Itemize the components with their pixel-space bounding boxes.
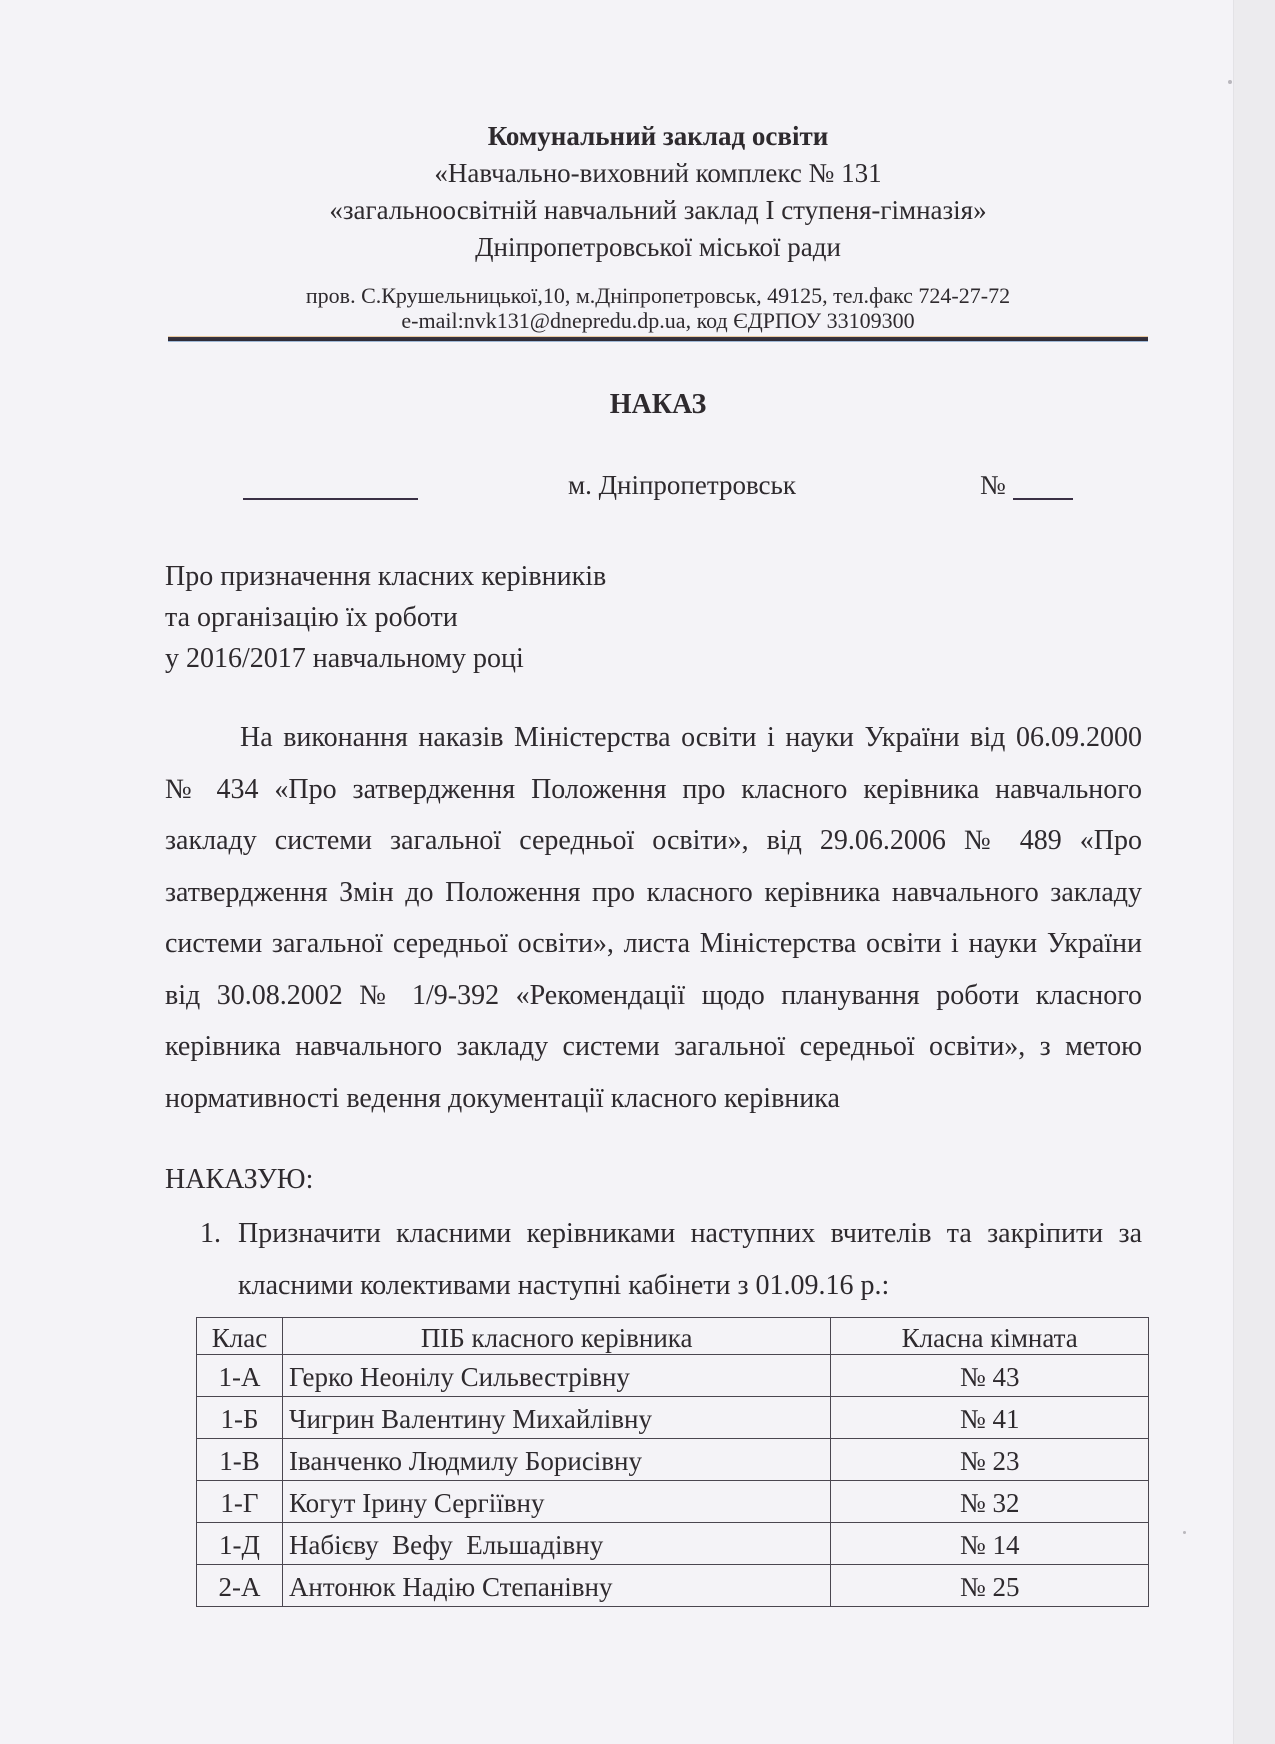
order-title: НАКАЗ: [609, 389, 707, 420]
cell-name: Чигрин Валентину Михайлівну: [282, 1397, 830, 1439]
letterhead: [168, 118, 1148, 266]
cell-room: № 41: [831, 1397, 1149, 1439]
number-blank-line: [1013, 498, 1073, 500]
subject-line: Про призначення класних керівників: [165, 561, 607, 592]
cell-name: Когут Ірину Сергіївну: [282, 1481, 830, 1523]
subject-line: у 2016/2017 навчальному році: [165, 643, 524, 674]
cell-room: № 25: [831, 1565, 1149, 1607]
table-row: [197, 1355, 1149, 1397]
order-directive: НАКАЗУЮ:: [165, 1164, 314, 1195]
cell-class: 1-В: [197, 1439, 283, 1481]
city-council: Дніпропетровської міської ради: [475, 232, 841, 262]
table-header-row: [197, 1318, 1149, 1355]
order-item-text: Призначити класними керівниками наступних вчителів та закріпити за класними колективами наступні кабінети з 01.09.16 р.:: [238, 1218, 1142, 1301]
preamble-paragraph: На виконання наказів Міністерства освіти і науки України від 06.09.2000 № 434 «Про затвердження Положення про класного керівника навчального закладу системи загальної середньої освіти», від 29.06.2006 № 489 «Про затвердження Змін до Положення про класного керівника навчального закладу системи загальної середньої освіти», листа Міністерства освіти і науки України від 30.08.2002 № 1/9-392 «Рекомендації щодо планування роботи класного керівника навчального закладу системи загальної середньої освіти», з метою нормативності ведення документації класного керівника: [165, 722, 1142, 1114]
order-subject: [165, 556, 606, 679]
table-row: [197, 1523, 1149, 1565]
contacts: [168, 283, 1148, 333]
cell-name: Антонюк Надію Степанівну: [282, 1565, 830, 1607]
cell-room: № 23: [831, 1439, 1149, 1481]
cell-room: № 32: [831, 1481, 1149, 1523]
header-class: Клас: [197, 1318, 283, 1355]
cell-room: № 43: [831, 1355, 1149, 1397]
institution-subtitle: «загальноосвітній навчальний заклад І ступеня-гімназія»: [329, 195, 987, 225]
table-row: [197, 1481, 1149, 1523]
date-blank-line: [243, 498, 418, 500]
subject-line: та організацію їх роботи: [165, 602, 458, 633]
cell-name: Іванченко Людмилу Борисівну: [282, 1439, 830, 1481]
cell-name: Герко Неонілу Сильвестрівну: [282, 1355, 830, 1397]
cell-class: 1-Д: [197, 1523, 283, 1565]
cell-class: 1-А: [197, 1355, 283, 1397]
cell-class: 2-А: [197, 1565, 283, 1607]
order-date-row: [0, 468, 1233, 508]
address: пров. С.Крушельницької,10, м.Дніпропетровськ, 49125, тел.факс 724-27-72: [305, 283, 1011, 308]
header-room: Класна кімната: [831, 1318, 1149, 1355]
cell-name: Набієву Вефу Ельшадівну: [282, 1523, 830, 1565]
email-code: e-mail:nvk131@dnepredu.dp.ua, код ЄДРПОУ 33109300: [401, 308, 915, 333]
institution-type: Комунальний заклад освіти: [487, 121, 829, 151]
table-row: [197, 1439, 1149, 1481]
institution-name: «Навчально-виховний комплекс № 131: [434, 158, 882, 188]
cell-class: 1-Г: [197, 1481, 283, 1523]
table-row: [197, 1565, 1149, 1607]
order-number-label: №: [980, 470, 1006, 500]
order-city: м. Дніпропетровськ: [568, 470, 796, 500]
cell-class: 1-Б: [197, 1397, 283, 1439]
scan-speck: [1228, 80, 1232, 84]
scanner-edge-strip: [1233, 0, 1275, 1744]
class-teacher-table: [196, 1317, 1149, 1607]
scan-speck: [1183, 1531, 1186, 1534]
order-item-number: 1.: [200, 1218, 221, 1249]
table-row: [197, 1397, 1149, 1439]
letterhead-divider: [168, 337, 1148, 341]
order-item: [200, 1208, 1142, 1312]
header-name: ПІБ класного керівника: [282, 1318, 830, 1355]
cell-room: № 14: [831, 1523, 1149, 1565]
